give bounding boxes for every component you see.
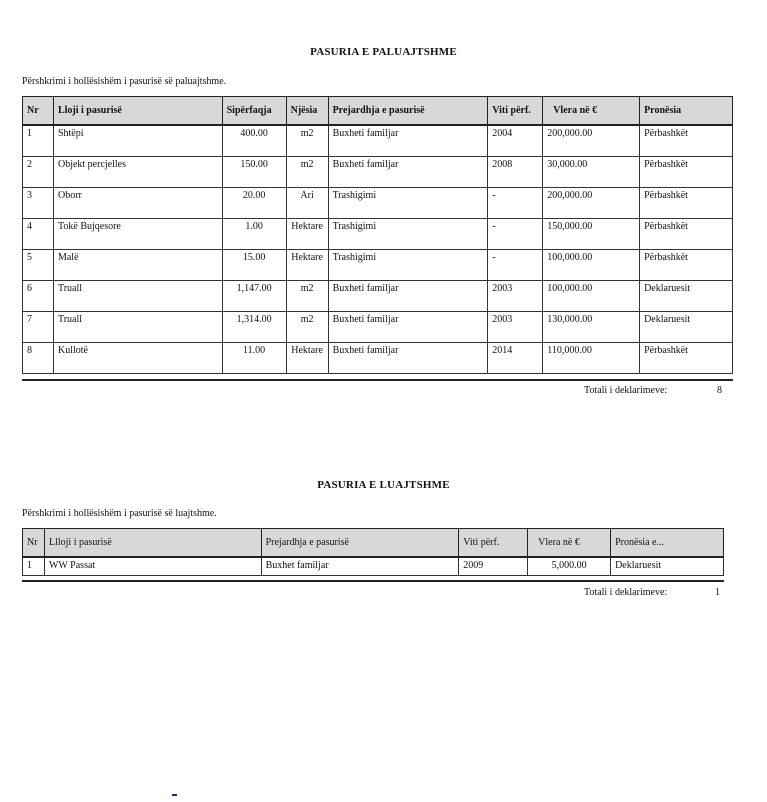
- cell-type: Malë: [53, 249, 222, 280]
- immovable-property-table: [22, 96, 733, 374]
- cell-ownership: Përbashkët: [640, 125, 733, 156]
- cell-type: Truall: [53, 280, 222, 311]
- total-value: 8: [717, 385, 722, 396]
- cell-nr: 4: [23, 218, 54, 249]
- cell-ownership: Deklaruesit: [640, 280, 733, 311]
- column-header: Njësia: [286, 97, 328, 126]
- cell-nr: 1: [23, 125, 54, 156]
- column-header: Pronësia e...: [611, 529, 724, 558]
- table-row: [23, 218, 733, 249]
- cell-value: 110,000.00: [543, 342, 640, 373]
- column-header: Nr: [23, 97, 54, 126]
- cell-type: Kullotë: [53, 342, 222, 373]
- cell-ownership: Përbashkët: [640, 156, 733, 187]
- cell-ownership: Përbashkët: [640, 249, 733, 280]
- cell-value: 100,000.00: [543, 249, 640, 280]
- column-header: Vlera në €: [528, 529, 611, 558]
- cell-year: 2004: [488, 125, 543, 156]
- cell-ownership: Deklaruesit: [640, 311, 733, 342]
- total-label: Totali i deklarimeve:: [584, 385, 668, 396]
- cell-value: 100,000.00: [543, 280, 640, 311]
- table-row: [23, 342, 733, 373]
- cell-type: Oborr: [53, 187, 222, 218]
- column-header: Llloji i pasurisë: [44, 529, 261, 558]
- cell-area: 11.00: [222, 342, 286, 373]
- immovable-total: [584, 385, 722, 396]
- cell-origin: Buxheti familjar: [328, 156, 488, 187]
- cell-area: 20.00: [222, 187, 286, 218]
- cell-type: Tokë Bujqesore: [53, 218, 222, 249]
- cell-origin: Trashigimi: [328, 187, 488, 218]
- cell-nr: 1: [23, 557, 45, 575]
- table-end-rule: [22, 379, 733, 381]
- cell-type: Truall: [53, 311, 222, 342]
- cell-origin: Buxheti familjar: [328, 311, 488, 342]
- cell-unit: Hektare: [286, 218, 328, 249]
- cell-origin: Buxhet familjar: [261, 557, 459, 575]
- cell-ownership: Përbashkët: [640, 342, 733, 373]
- cell-unit: Hektare: [286, 249, 328, 280]
- table-row: [23, 311, 733, 342]
- table-end-rule: [22, 580, 724, 582]
- column-header: Vlera në €: [543, 97, 640, 126]
- immovable-section-title: PASURIA E PALUAJTSHME: [310, 46, 457, 58]
- cell-nr: 3: [23, 187, 54, 218]
- table-header-row: [23, 529, 724, 558]
- cell-unit: m2: [286, 280, 328, 311]
- column-header: Viti përf.: [488, 97, 543, 126]
- cell-year: 2014: [488, 342, 543, 373]
- cell-type: WW Passat: [44, 557, 261, 575]
- cell-ownership: Përbashkët: [640, 218, 733, 249]
- cell-origin: Buxheti familjar: [328, 342, 488, 373]
- cell-value: 30,000.00: [543, 156, 640, 187]
- column-header: Sipërfaqja: [222, 97, 286, 126]
- cell-value: 200,000.00: [543, 125, 640, 156]
- cell-year: 2009: [459, 557, 528, 575]
- cell-origin: Trashigimi: [328, 249, 488, 280]
- column-header: Nr: [23, 529, 45, 558]
- cell-year: -: [488, 218, 543, 249]
- cell-value: 200,000.00: [543, 187, 640, 218]
- cell-value: 150,000.00: [543, 218, 640, 249]
- cell-type: Objekt percjelles: [53, 156, 222, 187]
- total-label: Totali i deklarimeve:: [584, 587, 668, 598]
- cell-nr: 2: [23, 156, 54, 187]
- column-header: Prejardhja e pasurisë: [328, 97, 488, 126]
- cell-origin: Buxheti familjar: [328, 280, 488, 311]
- total-value: 1: [715, 587, 720, 598]
- cell-unit: m2: [286, 125, 328, 156]
- cell-area: 1,314.00: [222, 311, 286, 342]
- cell-area: 400.00: [222, 125, 286, 156]
- cell-nr: 5: [23, 249, 54, 280]
- cell-year: 2003: [488, 311, 543, 342]
- cell-unit: m2: [286, 156, 328, 187]
- cell-year: 2003: [488, 280, 543, 311]
- cell-origin: Trashigimi: [328, 218, 488, 249]
- cell-year: -: [488, 187, 543, 218]
- table-row: [23, 557, 724, 575]
- cell-unit: Ari: [286, 187, 328, 218]
- cell-nr: 6: [23, 280, 54, 311]
- table-header-row: [23, 97, 733, 126]
- column-header: Viti përf.: [459, 529, 528, 558]
- cell-type: Shtëpi: [53, 125, 222, 156]
- cell-year: -: [488, 249, 543, 280]
- cell-area: 150.00: [222, 156, 286, 187]
- column-header: Lloji i pasurisë: [53, 97, 222, 126]
- cell-unit: Hektare: [286, 342, 328, 373]
- table-row: [23, 187, 733, 218]
- movable-section-title: PASURIA E LUAJTSHME: [317, 479, 450, 491]
- table-row: [23, 125, 733, 156]
- movable-property-table: [22, 528, 724, 576]
- cell-origin: Buxheti familjar: [328, 125, 488, 156]
- cell-area: 15.00: [222, 249, 286, 280]
- page-edge-mark: [172, 794, 177, 802]
- movable-description: Përshkrimi i hollësishëm i pasurisë së luajtshme.: [22, 508, 217, 519]
- cell-area: 1.00: [222, 218, 286, 249]
- cell-year: 2008: [488, 156, 543, 187]
- column-header: Prejardhja e pasurisë: [261, 529, 459, 558]
- cell-nr: 7: [23, 311, 54, 342]
- cell-ownership: Përbashkët: [640, 187, 733, 218]
- table-row: [23, 156, 733, 187]
- cell-unit: m2: [286, 311, 328, 342]
- immovable-description: Përshkrimi i hollësishëm i pasurisë së paluajtshme.: [22, 76, 227, 87]
- cell-area: 1,147.00: [222, 280, 286, 311]
- cell-value: 5,000.00: [528, 557, 611, 575]
- table-row: [23, 280, 733, 311]
- cell-nr: 8: [23, 342, 54, 373]
- column-header: Pronësia: [640, 97, 733, 126]
- movable-total: [584, 587, 720, 598]
- cell-ownership: Deklaruesit: [611, 557, 724, 575]
- table-row: [23, 249, 733, 280]
- cell-value: 130,000.00: [543, 311, 640, 342]
